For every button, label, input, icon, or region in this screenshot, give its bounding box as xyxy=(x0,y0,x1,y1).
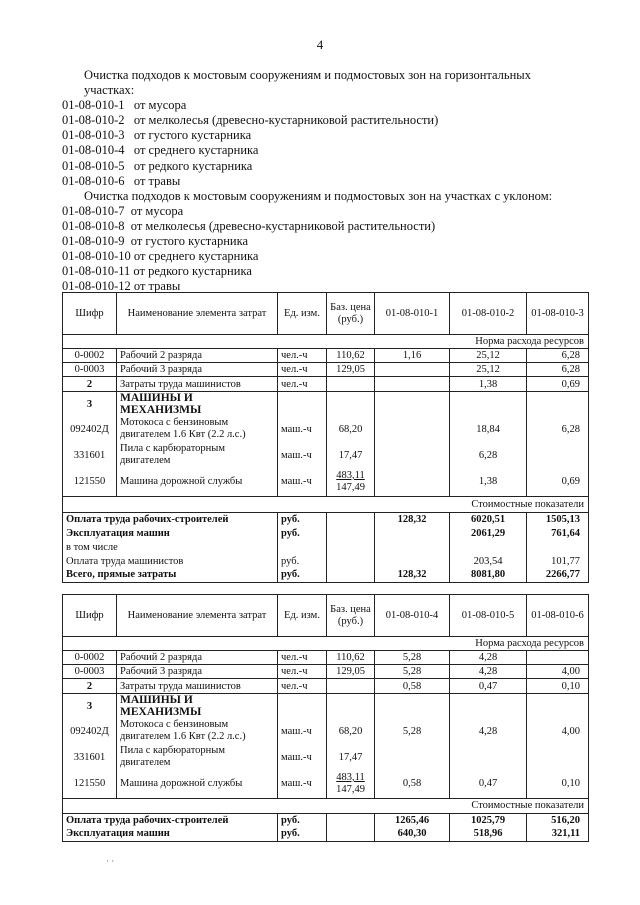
header-col: 01-08-010-2 xyxy=(450,293,527,335)
header-unit: Ед. изм. xyxy=(278,293,327,335)
table-row: 0-0003 Рабочий 3 разряда чел.-ч 129,05 25,12 6,28 xyxy=(63,363,589,377)
header-name: Наименование элемента затрат xyxy=(117,293,278,335)
cost-table-1 xyxy=(62,292,589,583)
list-item: 01-08-010-2 от мелколесья (древесно-кустарниковой растительности) xyxy=(62,113,439,128)
table-row: Всего, прямые затраты руб. 128,32 8081,80 2266,77 xyxy=(63,568,589,582)
header-price: Баз. цена (руб.) xyxy=(327,293,375,335)
list-item: 01-08-010-7 от мусора xyxy=(62,203,184,218)
header-col: 01-08-010-1 xyxy=(375,293,450,335)
list-item: 01-08-010-12 от травы xyxy=(62,279,181,294)
table-row: 3 МАШИНЫ И МЕХАНИЗМЫ xyxy=(63,694,589,719)
norm-label: Норма расхода ресурсов xyxy=(63,637,589,651)
list-item: 01-08-010-5 от редкого кустарника xyxy=(62,158,253,173)
cost-label: Стоимостные показатели xyxy=(63,496,589,512)
section2-heading: Очистка подходов к мостовым сооружениям и подмостовых зон на участках с уклоном: xyxy=(84,188,553,203)
table-row: Оплата труда рабочих-строителей руб. 1265,46 1025,79 516,20 xyxy=(63,813,589,827)
table-row: Эксплуатация машин руб. 2061,29 761,64 xyxy=(63,526,589,540)
table-row: 121550 Машина дорожной службы маш.-ч 483,11 147,49 1,38 0,69 xyxy=(63,468,589,496)
section1-heading: Очистка подходов к мостовым сооружениям и подмостовых зон на горизонтальных xyxy=(84,68,531,82)
table-row: Оплата труда рабочих-строителей руб. 128,32 6020,51 1505,13 xyxy=(63,512,589,526)
cost-table-2 xyxy=(62,594,589,842)
header-col: 01-08-010-5 xyxy=(450,595,527,637)
list-item: 01-08-010-6 от травы xyxy=(62,173,181,188)
table-row: 0-0003 Рабочий 3 разряда чел.-ч 129,05 5,28 4,28 4,00 xyxy=(63,665,589,679)
table-row: в том числе xyxy=(63,540,589,554)
table-row: 331601 Пила с карбюраторным двигателем маш.-ч 17,47 6,28 xyxy=(63,442,589,468)
header-code: Шифр xyxy=(63,595,117,637)
list-item: 01-08-010-9 от густого кустарника xyxy=(62,234,249,249)
page-number: 4 xyxy=(316,37,324,52)
intro-text xyxy=(62,68,622,294)
table-row: 2 Затраты труда машинистов чел.-ч 1,38 0,69 xyxy=(63,377,589,392)
header-name: Наименование элемента затрат xyxy=(117,595,278,637)
table-row: 331601 Пила с карбюраторным двигателем маш.-ч 17,47 xyxy=(63,744,589,770)
list-item: 01-08-010-1 от мусора xyxy=(62,98,187,113)
table-row: 092402Д Мотокоса с бензиновым двигателем 1.6 Квт (2.2 л.с.) маш.-ч 68,20 18,84 6,28 xyxy=(63,416,589,442)
list-item: 01-08-010-3 от густого кустарника xyxy=(62,128,252,143)
list-item: 01-08-010-4 от среднего кустарника xyxy=(62,143,259,158)
header-code: Шифр xyxy=(63,293,117,335)
table-row: 2 Затраты труда машинистов чел.-ч 0,58 0,47 0,10 xyxy=(63,679,589,694)
table-row: 121550 Машина дорожной службы маш.-ч 483,11 147,49 0,58 0,47 0,10 xyxy=(63,770,589,798)
table-row: 0-0002 Рабочий 2 разряда чел.-ч 110,62 5,28 4,28 xyxy=(63,651,589,665)
norm-label: Норма расхода ресурсов xyxy=(63,335,589,349)
section1-heading-cont: участках: xyxy=(84,83,135,98)
table-row: 0-0002 Рабочий 2 разряда чел.-ч 110,62 1,16 25,12 6,28 xyxy=(63,349,589,363)
table-row: Оплата труда машинистов руб. 203,54 101,77 xyxy=(63,554,589,568)
table-row: 3 МАШИНЫ И МЕХАНИЗМЫ xyxy=(63,392,589,417)
cost-label: Стоимостные показатели xyxy=(63,798,589,813)
header-col: 01-08-010-3 xyxy=(527,293,589,335)
header-unit: Ед. изм. xyxy=(278,595,327,637)
table-row: 092402Д Мотокоса с бензиновым двигателем 1.6 Квт (2.2 л.с.) маш.-ч 68,20 5,28 4,28 4,00 xyxy=(63,718,589,744)
header-col: 01-08-010-6 xyxy=(527,595,589,637)
list-item: 01-08-010-8 от мелколесья (древесно-кустарниковой растительности) xyxy=(62,218,436,233)
scan-mark: · · xyxy=(106,856,115,866)
header-col: 01-08-010-4 xyxy=(375,595,450,637)
header-price: Баз. цена (руб.) xyxy=(327,595,375,637)
list-item: 01-08-010-11 от редкого кустарника xyxy=(62,264,252,279)
table-row: Эксплуатация машин руб. 640,30 518,96 321,11 xyxy=(63,827,589,841)
list-item: 01-08-010-10 от среднего кустарника xyxy=(62,249,259,264)
